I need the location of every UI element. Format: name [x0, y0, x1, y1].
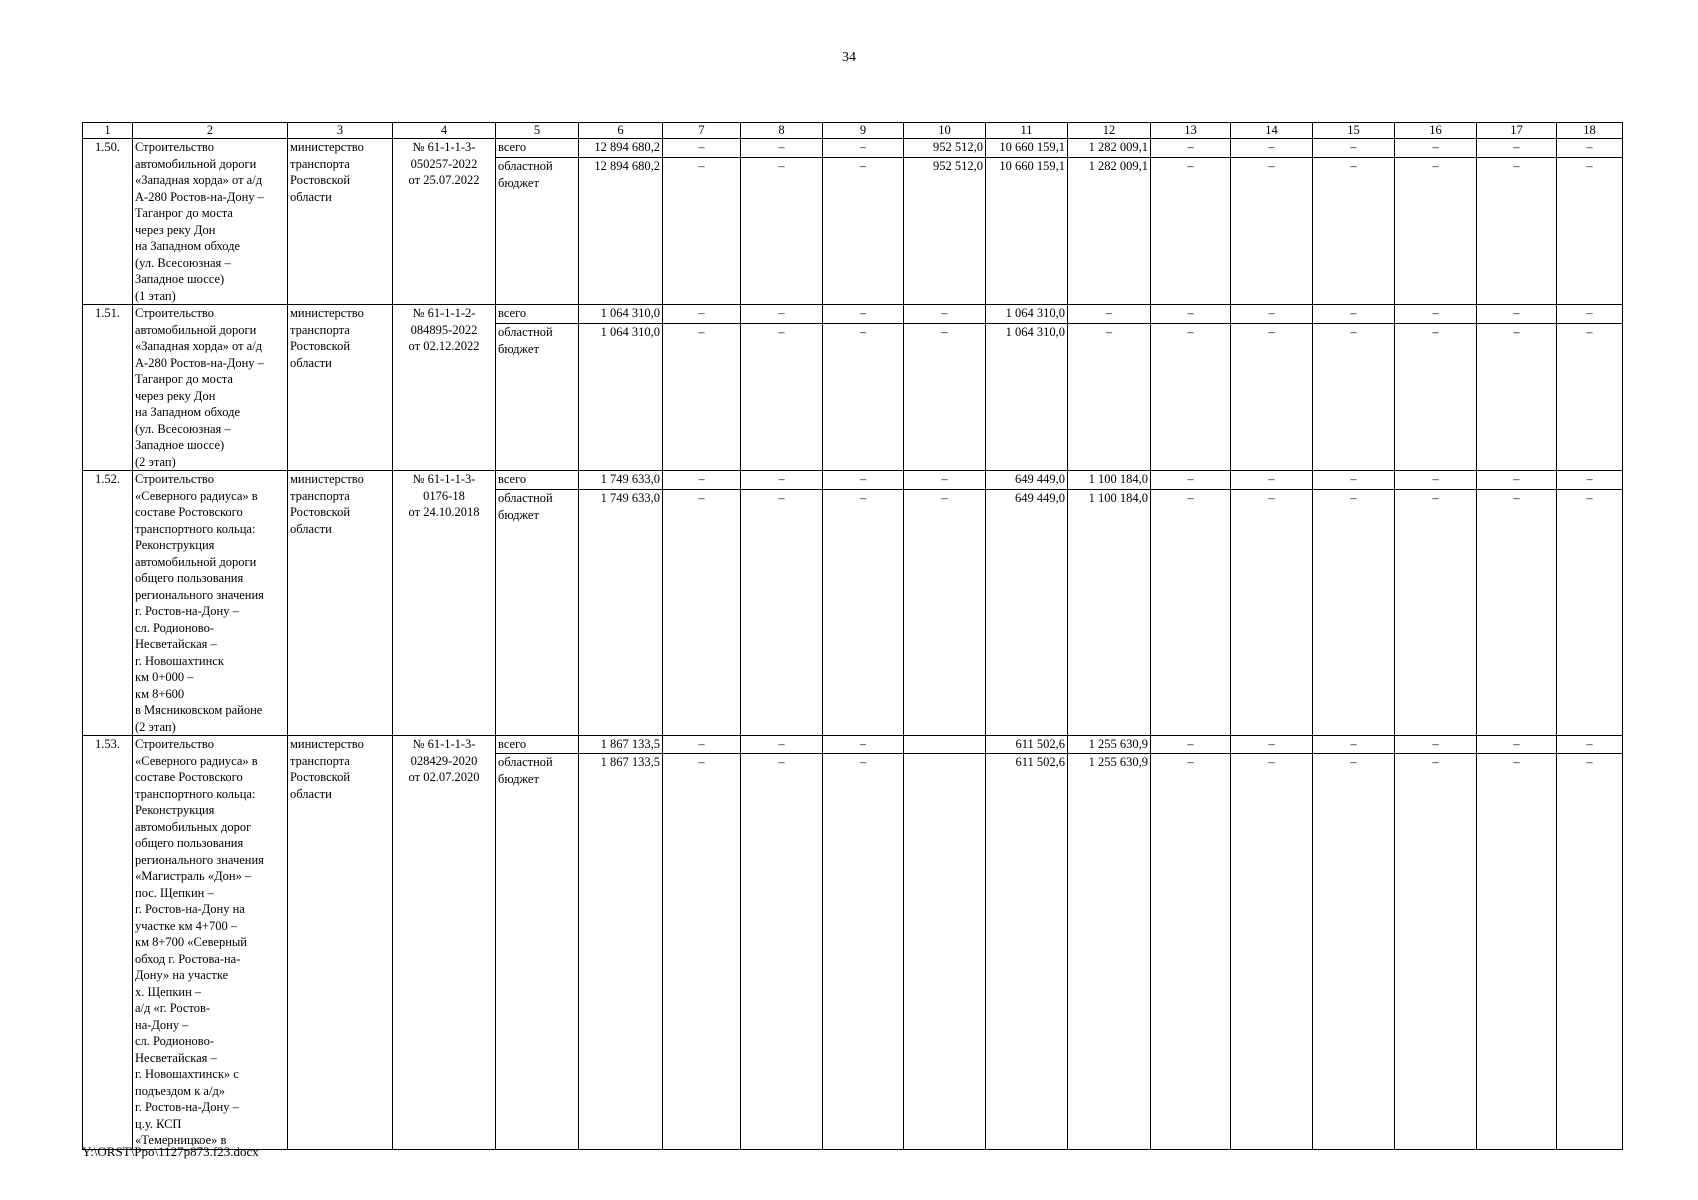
amount-cell: 649 449,0 [986, 471, 1068, 490]
amount-cell: – [741, 305, 823, 324]
amount-cell: – [741, 736, 823, 754]
amount-cell: – [1395, 324, 1477, 471]
amount-cell: 649 449,0 [986, 490, 1068, 736]
column-number: 18 [1557, 123, 1623, 139]
amount-cell: – [741, 471, 823, 490]
funding-source: областной бюджет [496, 324, 579, 471]
column-number: 9 [823, 123, 904, 139]
amount-cell: – [1068, 305, 1151, 324]
amount-cell: – [1395, 754, 1477, 1149]
amount-cell: – [1313, 471, 1395, 490]
amount-cell [904, 754, 986, 1149]
amount-cell: – [1477, 324, 1557, 471]
amount-cell: – [663, 158, 741, 305]
amount-cell: – [1557, 158, 1623, 305]
amount-cell: – [1151, 324, 1231, 471]
document-reference: № 61-1-1-2- 084895-2022 от 02.12.2022 [393, 305, 496, 471]
amount-cell: – [1395, 490, 1477, 736]
amount-cell: – [1151, 490, 1231, 736]
amount-cell: – [1477, 158, 1557, 305]
amount-cell: – [1068, 324, 1151, 471]
amount-cell: 12 894 680,2 [579, 139, 663, 158]
amount-cell: – [1231, 736, 1313, 754]
amount-cell: – [1231, 754, 1313, 1149]
amount-cell: – [1395, 305, 1477, 324]
amount-cell: – [663, 139, 741, 158]
amount-cell: – [1395, 471, 1477, 490]
row-number: 1.51. [83, 305, 133, 471]
column-number: 6 [579, 123, 663, 139]
column-number: 11 [986, 123, 1068, 139]
column-number: 8 [741, 123, 823, 139]
amount-cell: – [741, 754, 823, 1149]
amount-cell: 952 512,0 [904, 158, 986, 305]
amount-cell: 1 255 630,9 [1068, 736, 1151, 754]
amount-cell: – [1557, 736, 1623, 754]
amount-cell: – [904, 490, 986, 736]
column-number: 13 [1151, 123, 1231, 139]
amount-cell: 10 660 159,1 [986, 158, 1068, 305]
row-number: 1.50. [83, 139, 133, 305]
amount-cell: 12 894 680,2 [579, 158, 663, 305]
amount-cell: – [1313, 324, 1395, 471]
amount-cell: – [1231, 324, 1313, 471]
amount-cell: – [823, 490, 904, 736]
row-number: 1.53. [83, 736, 133, 1150]
amount-cell: – [1395, 158, 1477, 305]
object-name: Строительство автомобильной дороги «Западная хорда» от а/д А-280 Ростов-на-Дону – Таганрог до моста через реку Дон на Западном обходе (ул. Всесоюзная – Западное шоссе) (2 этап) [133, 305, 288, 471]
funding-source: всего [496, 139, 579, 158]
amount-cell: – [1231, 139, 1313, 158]
funding-source: областной бюджет [496, 490, 579, 736]
amount-cell: 10 660 159,1 [986, 139, 1068, 158]
column-number: 4 [393, 123, 496, 139]
amount-cell: – [1151, 139, 1231, 158]
amount-cell: – [1231, 305, 1313, 324]
amount-cell: – [1557, 754, 1623, 1149]
row-number: 1.52. [83, 471, 133, 736]
amount-cell: – [1151, 754, 1231, 1149]
amount-cell: – [1231, 490, 1313, 736]
amount-cell: – [1151, 305, 1231, 324]
column-number: 15 [1313, 123, 1395, 139]
column-number: 14 [1231, 123, 1313, 139]
column-number: 1 [83, 123, 133, 139]
column-number: 7 [663, 123, 741, 139]
amount-cell: – [1313, 736, 1395, 754]
column-number: 10 [904, 123, 986, 139]
amount-cell: – [1557, 305, 1623, 324]
funding-source: всего [496, 736, 579, 754]
amount-cell: – [663, 754, 741, 1149]
amount-cell: – [741, 139, 823, 158]
amount-cell: 1 064 310,0 [579, 324, 663, 471]
column-number: 16 [1395, 123, 1477, 139]
amount-cell: – [1477, 754, 1557, 1149]
amount-cell: – [1313, 490, 1395, 736]
amount-cell: 1 100 184,0 [1068, 490, 1151, 736]
funding-source: областной бюджет [496, 754, 579, 1149]
amount-cell: – [1231, 471, 1313, 490]
amount-cell: – [1557, 139, 1623, 158]
amount-cell: – [823, 158, 904, 305]
column-number: 17 [1477, 123, 1557, 139]
executor: министерство транспорта Ростовской области [288, 471, 393, 736]
amount-cell: – [663, 305, 741, 324]
amount-cell: 611 502,6 [986, 736, 1068, 754]
amount-cell: – [663, 471, 741, 490]
amount-cell: – [904, 305, 986, 324]
amount-cell: 1 064 310,0 [986, 324, 1068, 471]
amount-cell: 1 255 630,9 [1068, 754, 1151, 1149]
column-number: 3 [288, 123, 393, 139]
table-row [83, 139, 1623, 158]
amount-cell: – [823, 736, 904, 754]
amount-cell: – [663, 324, 741, 471]
table-body [83, 123, 1623, 1150]
funding-source: областной бюджет [496, 158, 579, 305]
amount-cell: – [1557, 324, 1623, 471]
amount-cell: – [823, 139, 904, 158]
document-reference: № 61-1-1-3- 050257-2022 от 25.07.2022 [393, 139, 496, 305]
amount-cell: – [823, 305, 904, 324]
amount-cell: – [741, 490, 823, 736]
amount-cell: – [1231, 158, 1313, 305]
column-number: 5 [496, 123, 579, 139]
amount-cell: – [1477, 305, 1557, 324]
amount-cell: – [1313, 754, 1395, 1149]
executor: министерство транспорта Ростовской области [288, 305, 393, 471]
amount-cell: 1 282 009,1 [1068, 158, 1151, 305]
amount-cell: – [1151, 736, 1231, 754]
amount-cell: – [1395, 736, 1477, 754]
amount-cell: – [1557, 471, 1623, 490]
amount-cell: – [1151, 158, 1231, 305]
amount-cell: 1 064 310,0 [579, 305, 663, 324]
funding-source: всего [496, 305, 579, 324]
amount-cell: 1 749 633,0 [579, 490, 663, 736]
amount-cell: – [823, 754, 904, 1149]
table-row [83, 471, 1623, 490]
amount-cell: – [663, 490, 741, 736]
amount-cell: 952 512,0 [904, 139, 986, 158]
amount-cell: 1 100 184,0 [1068, 471, 1151, 490]
column-number: 2 [133, 123, 288, 139]
column-number-row [83, 123, 1623, 139]
amount-cell: – [1477, 139, 1557, 158]
column-number: 12 [1068, 123, 1151, 139]
amount-cell: – [1313, 158, 1395, 305]
amount-cell: – [1557, 490, 1623, 736]
amount-cell: 1 064 310,0 [986, 305, 1068, 324]
amount-cell: 1 749 633,0 [579, 471, 663, 490]
investment-table [82, 122, 1623, 1150]
object-name: Строительство автомобильной дороги «Западная хорда» от а/д А-280 Ростов-на-Дону – Таганрог до моста через реку Дон на Западном обходе (ул. Всесоюзная – Западное шоссе) (1 этап) [133, 139, 288, 305]
amount-cell: – [904, 324, 986, 471]
file-path-footer: Y:\ORST\Ppo\1127p873.f23.docx [82, 1144, 259, 1159]
amount-cell: – [823, 324, 904, 471]
table-row [83, 736, 1623, 754]
amount-cell: – [1395, 139, 1477, 158]
document-reference: № 61-1-1-3- 0176-18 от 24.10.2018 [393, 471, 496, 736]
document-reference: № 61-1-1-3- 028429-2020 от 02.07.2020 [393, 736, 496, 1150]
funding-source: всего [496, 471, 579, 490]
amount-cell: – [1477, 471, 1557, 490]
amount-cell: – [904, 471, 986, 490]
amount-cell: – [1313, 305, 1395, 324]
amount-cell: 1 867 133,5 [579, 736, 663, 754]
amount-cell: 1 867 133,5 [579, 754, 663, 1149]
executor: министерство транспорта Ростовской области [288, 139, 393, 305]
amount-cell: – [823, 471, 904, 490]
amount-cell: – [1151, 471, 1231, 490]
amount-cell: 1 282 009,1 [1068, 139, 1151, 158]
amount-cell: – [1477, 736, 1557, 754]
object-name: Строительство «Северного радиуса» в составе Ростовского транспортного кольца: Реконструкция автомобильной дороги общего пользования регионального значения г. Ростов-на-Дону – сл. Родионово- Несветайская – г. Новошахтинск км 0+000 – км 8+600 в Мясниковском районе (2 этап) [133, 471, 288, 736]
executor: министерство транспорта Ростовской области [288, 736, 393, 1150]
amount-cell: – [741, 158, 823, 305]
amount-cell: – [1313, 139, 1395, 158]
amount-cell [904, 736, 986, 754]
amount-cell: 611 502,6 [986, 754, 1068, 1149]
table-row [83, 305, 1623, 324]
page-number: 34 [842, 50, 856, 65]
amount-cell: – [741, 324, 823, 471]
object-name: Строительство «Северного радиуса» в составе Ростовского транспортного кольца: Реконструкция автомобильных дорог общего пользования регионального значения «Магистраль «Дон» – пос. Щепкин – г. Ростов-на-Дону на участке км 4+700 – км 8+700 «Северный обход г. Ростова-на- Дону» на участке х. Щепкин – а/д «г. Ростов- на-Дону – сл. Родионово- Несветайская – г. Новошахтинск» с подъездом к а/д» г. Ростов-на-Дону – ц.у. КСП «Темерницкое» в [133, 736, 288, 1150]
amount-cell: – [1477, 490, 1557, 736]
amount-cell: – [663, 736, 741, 754]
